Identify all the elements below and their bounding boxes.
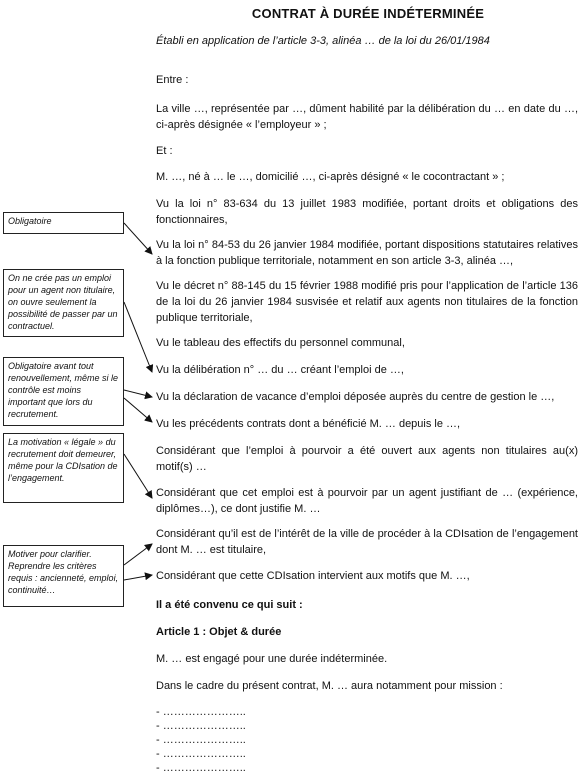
note-motiver: Motiver pour clarifier. Reprendre les critères requis : ancienneté, emploi, continuité… [3, 545, 124, 607]
note-non-titulaire: On ne crée pas un emploi pour un agent non titulaire, on ouvre seulement la possibilité de passer par un contractuel. [3, 269, 124, 337]
mission-item: - ………………….. [156, 748, 246, 760]
paragraph-decret-88: Vu le décret n° 88-145 du 15 février 1988 modifié pris pour l’application de l’article 136 de la loi du 26 janvier 1984 susvisée et relatif aux agents non titulaires de la fonction publique territoriale, [156, 280, 578, 324]
arrow-motivation [124, 454, 152, 498]
paragraph-considerant-1: Considérant que l’emploi à pourvoir a été ouvert aux agents non titulaires au(x) motif(s) … [156, 445, 578, 473]
arrow-obligatoire [124, 223, 152, 254]
paragraph-considerant-3: Considérant qu’il est de l’intérêt de la ville de procéder à la CDIsation de l’engagement dont M. … est titulaire, [156, 528, 578, 556]
mission-item: - ………………….. [156, 734, 246, 746]
mission-item: - ………………….. [156, 762, 246, 774]
paragraph-entre: Entre : [156, 74, 189, 86]
paragraph-loi-83: Vu la loi n° 83-634 du 13 juillet 1983 modifiée, portant droits et obligations des fonctionnaires, [156, 198, 578, 226]
mission-item: - ………………….. [156, 706, 246, 718]
paragraph-considerant-4: Considérant que cette CDIsation intervient aux motifs que M. …, [156, 570, 470, 582]
paragraph-ville: La ville …, représentée par …, dûment habilité par la délibération du … en date du …, ci-après désignée « l’employeur » ; [156, 103, 578, 131]
mission-item: - ………………….. [156, 720, 246, 732]
arrow-motiver-upper [124, 544, 152, 565]
paragraph-mission: Dans le cadre du présent contrat, M. … aura notamment pour mission : [156, 680, 503, 692]
note-obligatoire: Obligatoire [3, 212, 124, 234]
paragraph-engage: M. … est engagé pour une durée indéterminée. [156, 653, 388, 665]
paragraph-et: Et : [156, 145, 173, 157]
document-title: CONTRAT À DURÉE INDÉTERMINÉE [251, 6, 485, 21]
paragraph-contrats: Vu les précédents contrats dont a bénéficié M. … depuis le …, [156, 418, 461, 430]
paragraph-loi-84: Vu la loi n° 84-53 du 26 janvier 1984 modifiée, portant dispositions statutaires relatives à la fonction publique territoriale, notamment en son article 3-3, alinéa …, [156, 239, 578, 267]
arrow-motiver-lower [124, 575, 152, 580]
paragraph-deliberation: Vu la délibération n° … du … créant l’emploi de …, [156, 364, 404, 376]
paragraph-tableau: Vu le tableau des effectifs du personnel communal, [156, 337, 405, 349]
arrow-renouvellement-contrats [124, 398, 152, 422]
paragraph-agent: M. …, né à … le …, domicilié …, ci-après désigné « le cocontractant » ; [156, 171, 505, 183]
arrow-renouvellement [124, 390, 152, 397]
paragraph-convenu: Il a été convenu ce qui suit : [156, 599, 303, 611]
article-1-heading: Article 1 : Objet & durée [156, 626, 282, 638]
paragraph-vacance: Vu la déclaration de vacance d’emploi déposée auprès du centre de gestion le …, [156, 391, 555, 403]
document-subtitle: Établi en application de l’article 3-3, alinéa … de la loi du 26/01/1984 [156, 35, 490, 47]
note-renouvellement: Obligatoire avant tout renouvellement, même si le contrôle est moins important que lors du recrutement. [3, 357, 124, 426]
paragraph-considerant-2: Considérant que cet emploi est à pourvoir par un agent justifiant de … (expérience, diplômes…), ce dont justifie M. … [156, 487, 578, 515]
arrow-non-titulaire [124, 302, 152, 372]
note-motivation: La motivation « légale » du recrutement doit demeurer, même pour la CDIsation de l’engagement. [3, 433, 124, 503]
